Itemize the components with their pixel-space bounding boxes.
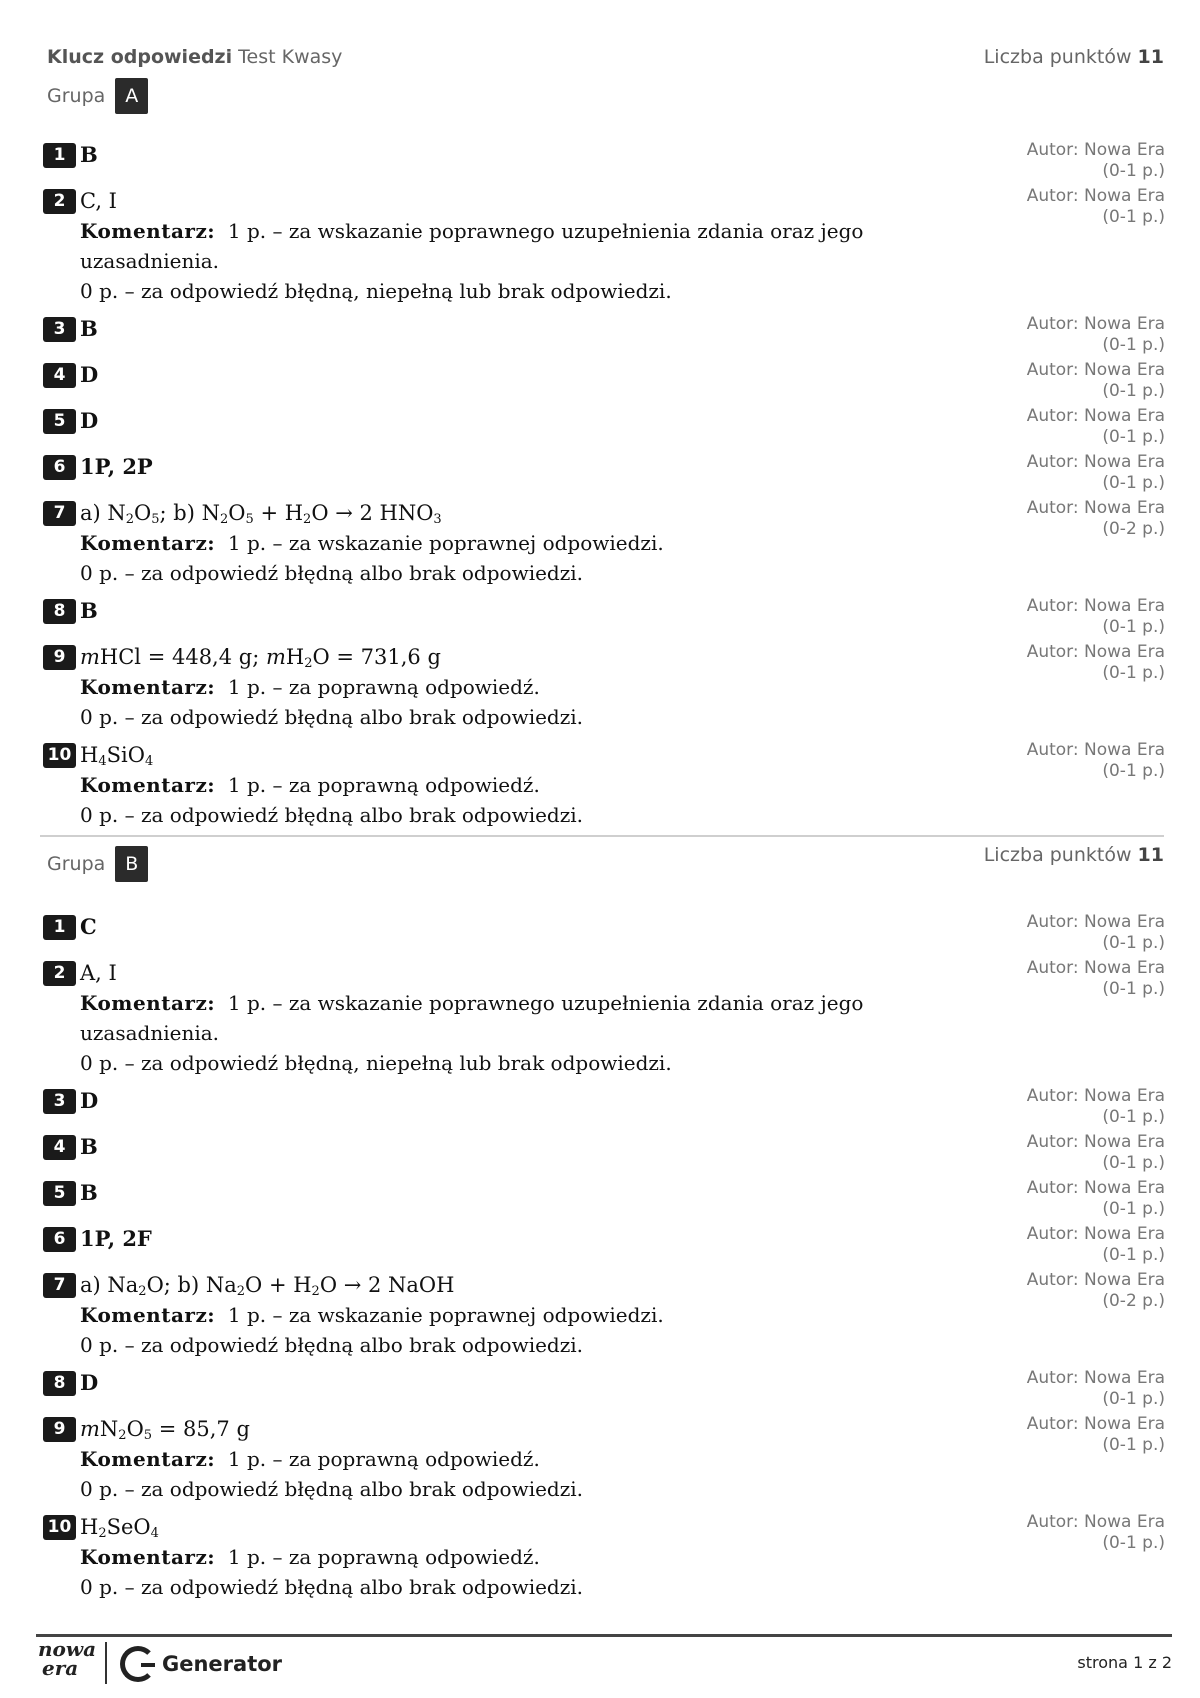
author-info: Autor: Nowa Era (0-1 p.) bbox=[1026, 740, 1165, 781]
answer: B bbox=[80, 1180, 98, 1205]
comment-zero: 0 p. – za odpowiedź błędną albo brak odpowiedzi. bbox=[80, 803, 584, 827]
question-number: 5 bbox=[43, 1181, 76, 1206]
generator-g-icon bbox=[120, 1646, 156, 1682]
author-info: Autor: Nowa Era (0-1 p.) bbox=[1026, 642, 1165, 683]
question-item bbox=[43, 1512, 1165, 1602]
comment-zero: 0 p. – za odpowiedź błędną albo brak odpowiedzi. bbox=[80, 1333, 584, 1357]
answer: A, I bbox=[80, 961, 117, 985]
question-number: 8 bbox=[43, 599, 76, 624]
group-badge: A bbox=[115, 78, 148, 114]
group-badge: B bbox=[115, 846, 148, 882]
question-item bbox=[43, 1178, 1165, 1219]
author-info: Autor: Nowa Era (0-1 p.) bbox=[1026, 958, 1165, 999]
footer-rule bbox=[36, 1634, 1172, 1637]
author-info: Autor: Nowa Era (0-1 p.) bbox=[1026, 1132, 1165, 1173]
answer: B bbox=[80, 142, 98, 167]
answer: B bbox=[80, 316, 98, 341]
question-number: 6 bbox=[43, 455, 76, 480]
question-item bbox=[43, 1132, 1165, 1173]
group-b-header bbox=[47, 846, 148, 882]
answer: $H_2SeO_4$ bbox=[80, 1515, 159, 1541]
question-item bbox=[43, 912, 1165, 953]
question-item bbox=[43, 642, 1165, 732]
comment: Komentarz: 1 p. – za wskazanie poprawnej odpowiedzi. bbox=[80, 1303, 664, 1327]
author-info: Autor: Nowa Era (0-1 p.) bbox=[1026, 1512, 1165, 1553]
author-info: Autor: Nowa Era (0-1 p.) bbox=[1026, 360, 1165, 401]
generator-logo: Generator bbox=[120, 1642, 282, 1686]
question-number: 7 bbox=[43, 1273, 76, 1298]
group-b-points: Liczba punktów 11 bbox=[983, 844, 1164, 866]
group-label: Grupa bbox=[47, 853, 106, 875]
question-number: 10 bbox=[43, 743, 76, 768]
answer: D bbox=[80, 1370, 99, 1395]
answer: a) $Na_2O$; b) $Na_2O + H_2O \to 2$ NaOH bbox=[80, 1273, 455, 1299]
answer: B bbox=[80, 598, 98, 623]
question-number: 6 bbox=[43, 1227, 76, 1252]
question-number: 5 bbox=[43, 409, 76, 434]
comment: Komentarz: 1 p. – za poprawną odpowiedź. bbox=[80, 1447, 540, 1471]
answer: C, I bbox=[80, 189, 117, 213]
comment: Komentarz: 1 p. – za poprawną odpowiedź. bbox=[80, 1545, 540, 1569]
question-number: 4 bbox=[43, 1135, 76, 1160]
question-number: 9 bbox=[43, 645, 76, 670]
answer: D bbox=[80, 408, 99, 433]
author-info: Autor: Nowa Era (0-1 p.) bbox=[1026, 314, 1165, 355]
author-info: Autor: Nowa Era (0-1 p.) bbox=[1026, 1178, 1165, 1219]
author-info: Autor: Nowa Era (0-2 p.) bbox=[1026, 498, 1165, 539]
answer: 1P, 2P bbox=[80, 454, 153, 479]
author-info: Autor: Nowa Era (0-1 p.) bbox=[1026, 596, 1165, 637]
author-info: Autor: Nowa Era (0-1 p.) bbox=[1026, 1224, 1165, 1265]
question-number: 3 bbox=[43, 317, 76, 342]
question-item bbox=[43, 1270, 1165, 1360]
question-item bbox=[43, 314, 1165, 355]
question-item bbox=[43, 186, 1165, 306]
question-item bbox=[43, 958, 1165, 1078]
author-info: Autor: Nowa Era (0-2 p.) bbox=[1026, 1270, 1165, 1311]
answer: a) $N_2O_5$; b) $N_2O_5 + H_2O \to 2$ $HNO_3$ bbox=[80, 501, 442, 527]
answer: D bbox=[80, 362, 99, 387]
comment: Komentarz: 1 p. – za wskazanie poprawnego uzupełnienia zdania oraz jego uzasadnienia. bbox=[80, 219, 864, 273]
question-number: 7 bbox=[43, 501, 76, 526]
page-header bbox=[47, 46, 1164, 70]
question-item bbox=[43, 140, 1165, 181]
comment: Komentarz: 1 p. – za wskazanie poprawnego uzupełnienia zdania oraz jego uzasadnienia. bbox=[80, 991, 864, 1045]
author-info: Autor: Nowa Era (0-1 p.) bbox=[1026, 186, 1165, 227]
question-item bbox=[43, 1414, 1165, 1504]
author-info: Autor: Nowa Era (0-1 p.) bbox=[1026, 452, 1165, 493]
comment: Komentarz: 1 p. – za poprawną odpowiedź. bbox=[80, 675, 540, 699]
question-item bbox=[43, 406, 1165, 447]
comment-zero: 0 p. – za odpowiedź błędną, niepełną lub brak odpowiedzi. bbox=[80, 279, 672, 303]
question-number: 1 bbox=[43, 143, 76, 168]
group-divider bbox=[40, 835, 1164, 837]
document-title: Klucz odpowiedzi Test Kwasy bbox=[47, 46, 343, 68]
total-points: Liczba punktów 11 bbox=[983, 46, 1164, 68]
question-item bbox=[43, 1224, 1165, 1265]
comment-zero: 0 p. – za odpowiedź błędną albo brak odpowiedzi. bbox=[80, 705, 584, 729]
page-number: strona 1 z 2 bbox=[1077, 1653, 1172, 1672]
comment-zero: 0 p. – za odpowiedź błędną albo brak odpowiedzi. bbox=[80, 1477, 584, 1501]
question-number: 10 bbox=[43, 1515, 76, 1540]
author-info: Autor: Nowa Era (0-1 p.) bbox=[1026, 406, 1165, 447]
answer: mHCl = 448,4 g; $mH_2O = 731,6$ g bbox=[80, 645, 441, 671]
question-number: 4 bbox=[43, 363, 76, 388]
author-info: Autor: Nowa Era (0-1 p.) bbox=[1026, 1414, 1165, 1455]
author-info: Autor: Nowa Era (0-1 p.) bbox=[1026, 1086, 1165, 1127]
nowa-era-logo: nowa era bbox=[38, 1637, 97, 1680]
comment: Komentarz: 1 p. – za wskazanie poprawnej odpowiedzi. bbox=[80, 531, 664, 555]
group-a-header bbox=[47, 78, 148, 114]
question-item bbox=[43, 452, 1165, 493]
question-number: 1 bbox=[43, 915, 76, 940]
question-item bbox=[43, 498, 1165, 588]
comment: Komentarz: 1 p. – za poprawną odpowiedź. bbox=[80, 773, 540, 797]
question-number: 2 bbox=[43, 189, 76, 214]
question-item bbox=[43, 1086, 1165, 1127]
question-number: 9 bbox=[43, 1417, 76, 1442]
question-item bbox=[43, 1368, 1165, 1409]
question-number: 8 bbox=[43, 1371, 76, 1396]
author-info: Autor: Nowa Era (0-1 p.) bbox=[1026, 1368, 1165, 1409]
answer: $H_4SiO_4$ bbox=[80, 743, 154, 769]
question-number: 2 bbox=[43, 961, 76, 986]
author-info: Autor: Nowa Era (0-1 p.) bbox=[1026, 912, 1165, 953]
answer: D bbox=[80, 1088, 99, 1113]
comment-zero: 0 p. – za odpowiedź błędną, niepełną lub brak odpowiedzi. bbox=[80, 1051, 672, 1075]
question-item bbox=[43, 740, 1165, 830]
logo-separator bbox=[105, 1642, 107, 1684]
comment-zero: 0 p. – za odpowiedź błędną albo brak odpowiedzi. bbox=[80, 561, 584, 585]
author-info: Autor: Nowa Era (0-1 p.) bbox=[1026, 140, 1165, 181]
question-item bbox=[43, 596, 1165, 637]
question-item bbox=[43, 360, 1165, 401]
answer: B bbox=[80, 1134, 98, 1159]
answer: C bbox=[80, 914, 97, 939]
comment-zero: 0 p. – za odpowiedź błędną albo brak odpowiedzi. bbox=[80, 1575, 584, 1599]
group-label: Grupa bbox=[47, 85, 106, 107]
answer: 1P, 2F bbox=[80, 1226, 152, 1251]
answer: $mN_2O_5 = 85,7$ g bbox=[80, 1417, 250, 1443]
question-number: 3 bbox=[43, 1089, 76, 1114]
